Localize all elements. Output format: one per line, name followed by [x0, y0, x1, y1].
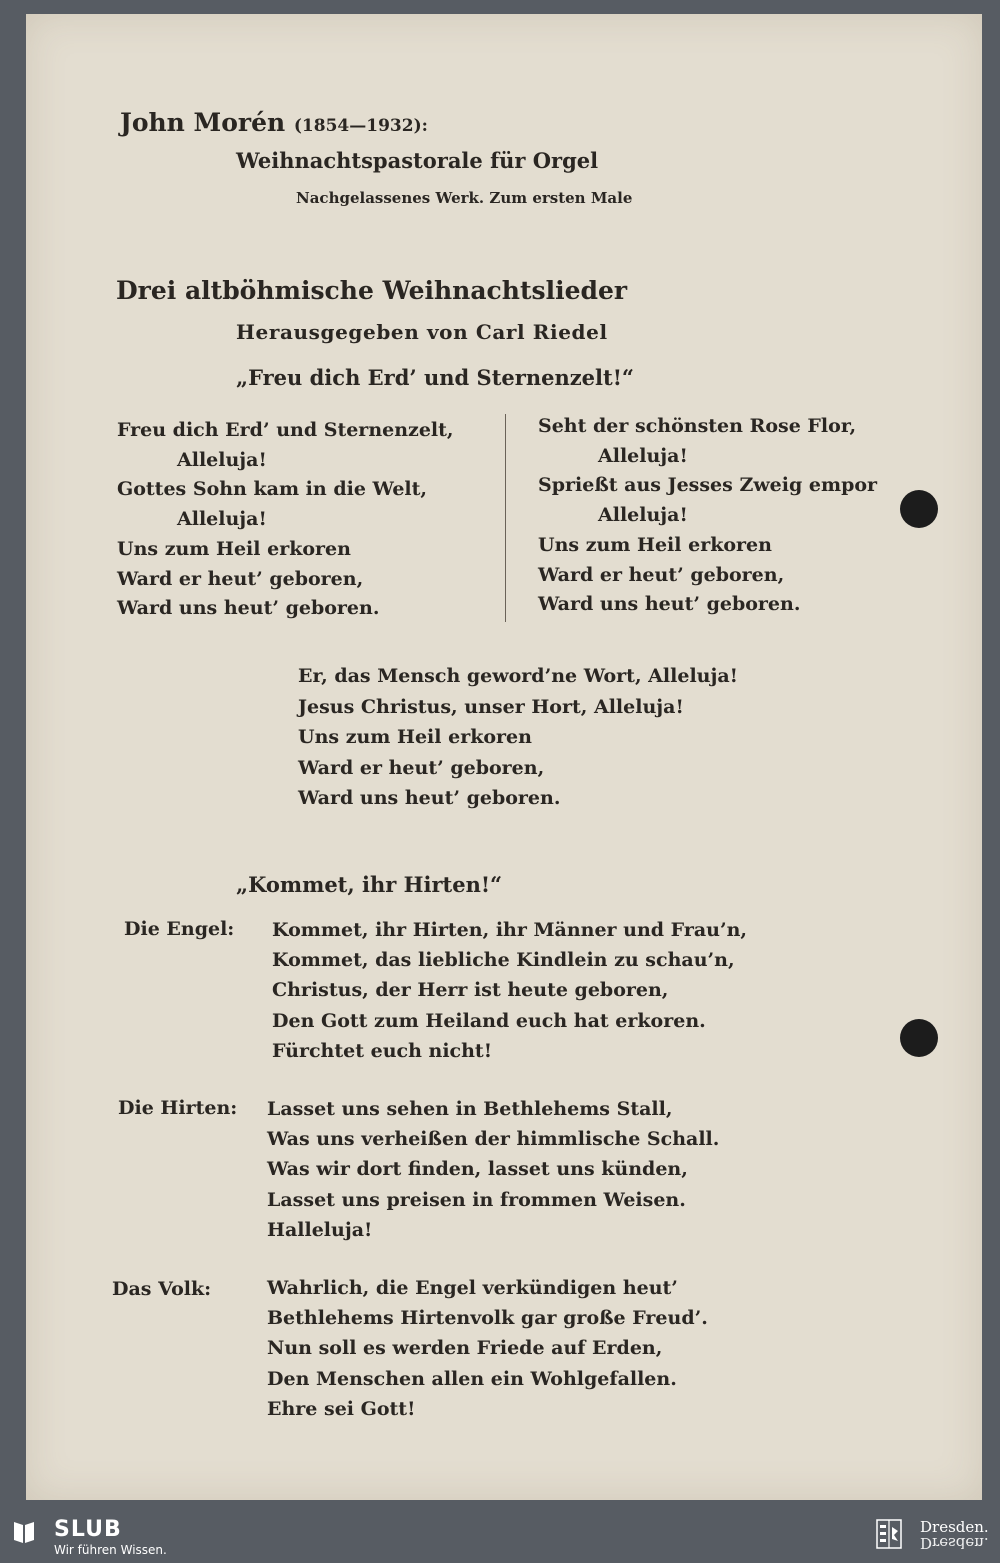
composer-heading: [120, 108, 428, 137]
verse-line: Uns zum Heil erkoren: [538, 533, 772, 556]
verse-line: Den Menschen allen ein Wohlgefallen.: [267, 1367, 677, 1390]
verse-line: Ward er heut’ geboren,: [538, 563, 785, 586]
verse-line: Ward uns heut’ geboren.: [117, 597, 380, 620]
verse-line: Alleluja!: [598, 504, 688, 527]
stanza-left: [117, 416, 454, 624]
verse-line: Alleluja!: [598, 444, 688, 467]
verse-line: Ward uns heut’ geboren.: [298, 787, 561, 809]
verse-line: Bethlehems Hirtenvolk gar große Freud’.: [267, 1307, 708, 1330]
verse-line: Er, das Mensch geword’ne Wort, Alleluja!: [298, 665, 739, 687]
verse-line: Jesus Christus, unser Hort, Alleluja!: [298, 695, 684, 718]
verse-line: Gottes Sohn kam in die Welt,: [117, 478, 428, 501]
verse-line: Uns zum Heil erkoren: [298, 726, 532, 748]
verse-line: Was uns verheißen der himmlische Schall.: [267, 1128, 720, 1151]
punch-hole: [900, 490, 938, 528]
verse-line: Halleluja!: [267, 1218, 373, 1241]
city-name-mirror: Dresden.: [920, 1534, 989, 1552]
work-note: Nachgelassenes Werk. Zum ersten Male: [296, 189, 633, 207]
verse-line: Kommet, ihr Hirten, ihr Männer und Frau’n,: [272, 919, 748, 941]
verse-line: Nun soll es werden Friede auf Erden,: [267, 1337, 663, 1360]
verse-line: Ward uns heut’ geboren.: [538, 593, 801, 616]
speaker-label: Die Engel:: [124, 918, 235, 940]
stanza-engel: [272, 915, 747, 1066]
editor-line: Herausgegeben von Carl Riedel: [236, 320, 608, 344]
verse-line: Fürchtet euch nicht!: [272, 1039, 493, 1062]
verse-line: Alleluja!: [177, 508, 267, 531]
speaker-label: Die Hirten:: [118, 1097, 238, 1119]
verse-line: Den Gott zum Heiland euch hat erkoren.: [272, 1009, 706, 1032]
speaker-label: Das Volk:: [112, 1278, 212, 1300]
footer-bar: [0, 1513, 1000, 1563]
verse-line: Kommet, das liebliche Kindlein zu schau’n,: [272, 949, 735, 972]
verse-line: Alleluja!: [177, 448, 267, 471]
composer-dates: (1854—1932):: [293, 116, 428, 136]
stanza-third: [298, 661, 738, 814]
song-title: „Freu dich Erd’ und Sternenzelt!“: [236, 365, 635, 390]
slub-brand[interactable]: SLUB: [54, 1517, 122, 1542]
verse-line: Ward er heut’ geboren,: [117, 567, 364, 590]
verse-line: Was wir dort finden, lasset uns künden,: [267, 1158, 688, 1181]
stanza-hirten: [267, 1094, 719, 1245]
verse-line: Uns zum Heil erkoren: [117, 537, 351, 560]
verse-line: Lasset uns preisen in frommen Weisen.: [267, 1188, 686, 1211]
slub-tagline: Wir führen Wissen.: [54, 1543, 167, 1557]
composer-name: John Morén: [120, 108, 286, 137]
punch-hole: [900, 1019, 938, 1057]
section-title: Drei altböhmische Weihnachtslieder: [116, 276, 628, 305]
verse-line: Christus, der Herr ist heute geboren,: [272, 979, 669, 1002]
slub-book-icon[interactable]: [12, 1519, 36, 1545]
verse-line: Ehre sei Gott!: [267, 1397, 416, 1420]
dresden-crest-icon: [876, 1519, 902, 1549]
work-title: Weihnachtspastorale für Orgel: [236, 148, 599, 173]
verse-line: Sprießt aus Jesses Zweig empor: [538, 474, 878, 497]
stanza-volk: [267, 1273, 708, 1424]
city-logo[interactable]: [920, 1519, 989, 1551]
song-title: „Kommet, ihr Hirten!“: [236, 872, 503, 897]
verse-line: Ward er heut’ geboren,: [298, 756, 545, 779]
verse-line: Seht der schönsten Rose Flor,: [538, 415, 857, 437]
verse-line: Wahrlich, die Engel verkündigen heut’: [267, 1277, 678, 1299]
verse-line: Freu dich Erd’ und Sternenzelt,: [117, 419, 454, 441]
column-divider: [505, 414, 506, 622]
stanza-right: [538, 412, 877, 620]
city-name: Dresden.: [920, 1518, 989, 1536]
verse-line: Lasset uns sehen in Bethlehems Stall,: [267, 1098, 673, 1120]
